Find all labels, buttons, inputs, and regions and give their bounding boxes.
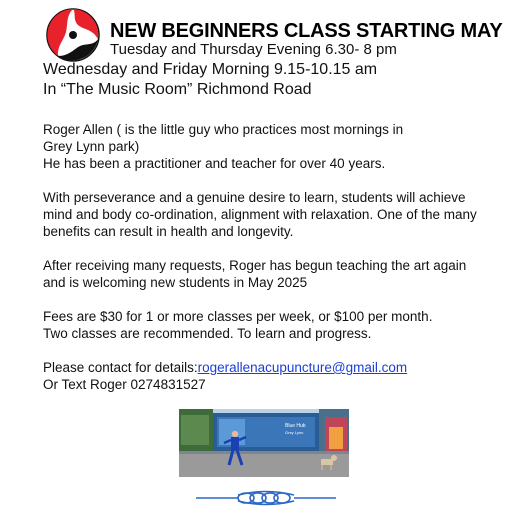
- benefits-paragraph: With perseverance and a genuine desire to learn, students will achieve mind and body co-ordination, alignment with relaxation. One of the many benefits can result in health and longevity.: [43, 190, 477, 239]
- email-link[interactable]: rogerallenacupuncture@gmail.com: [197, 360, 408, 375]
- fees-paragraph: [43, 308, 488, 342]
- contact-label: Please contact for details:: [43, 360, 198, 375]
- fees-line-1: Fees are $30 for 1 or more classes per week, or $100 per month.: [43, 309, 433, 324]
- class-photo: [179, 409, 349, 477]
- page-title: NEW BEGINNERS CLASS STARTING MAY: [110, 20, 503, 42]
- sign-title: Blue Hub: [285, 423, 306, 429]
- schedule-evening: Tuesday and Thursday Evening 6.30- 8 pm: [110, 41, 397, 58]
- fees-line-2: Two classes are recommended. To learn and progress.: [43, 326, 372, 341]
- announcement-paragraph: After receiving many requests, Roger has begun teaching the art again and is welcoming new students in May 2025: [43, 258, 467, 290]
- celtic-knot-divider-icon: [196, 490, 336, 506]
- schedule-morning: Wednesday and Friday Morning 9.15-10.15 am: [43, 61, 378, 78]
- instructor-line-1: Roger Allen ( is the little guy who practices most mornings in: [43, 122, 404, 137]
- flyer-body: [43, 121, 488, 393]
- instructor-line-3: He has been a practitioner and teacher for over 40 years.: [43, 156, 386, 171]
- instructor-paragraph: [43, 121, 488, 172]
- text-contact-line: Or Text Roger 0274831527: [43, 377, 206, 392]
- instructor-line-2: Grey Lynn park): [43, 139, 140, 154]
- sign-subtitle: Grey Lynn: [285, 430, 304, 435]
- contact-paragraph: [43, 359, 488, 393]
- tomoe-logo-icon: [42, 6, 106, 64]
- venue-line: In “The Music Room” Richmond Road: [43, 81, 312, 98]
